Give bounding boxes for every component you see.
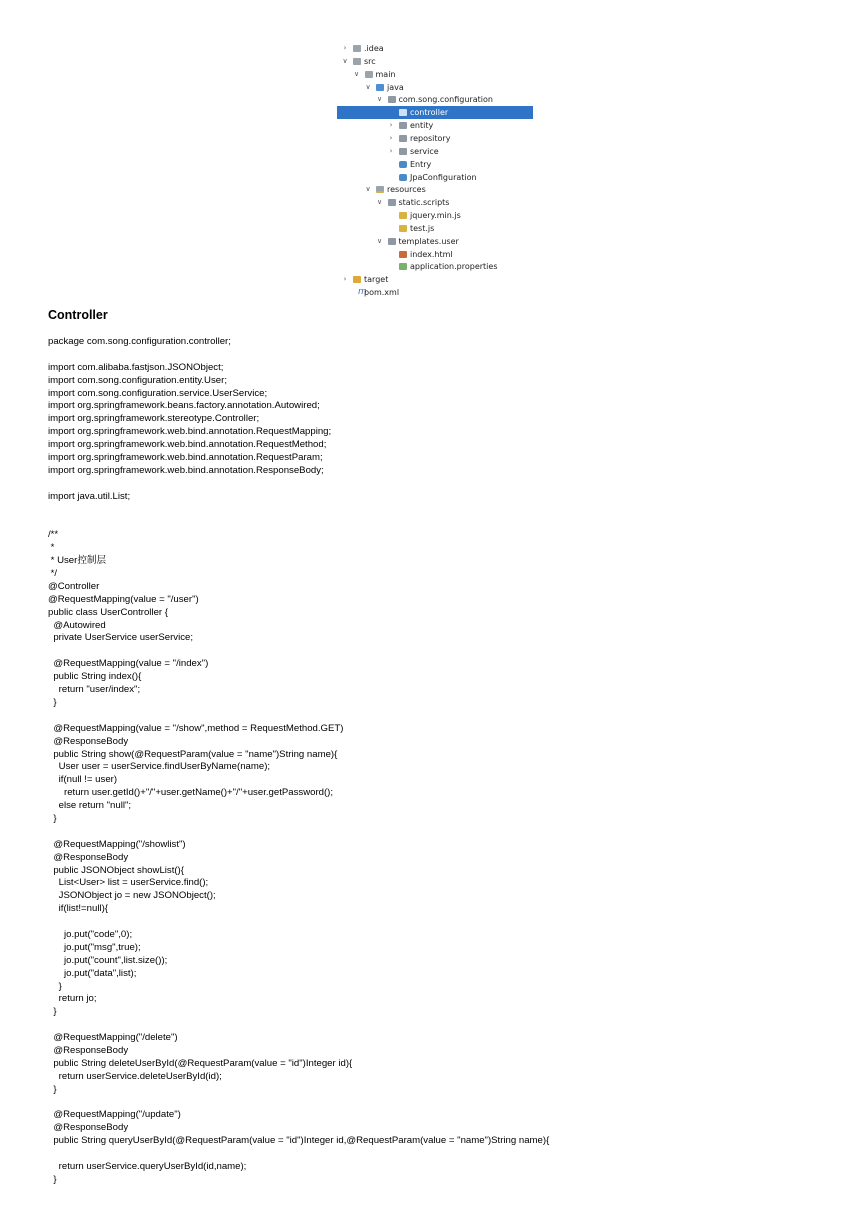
tree-item-target[interactable] <box>337 273 533 286</box>
code-line: else return "null"; <box>48 800 132 812</box>
tree-item-label: repository <box>410 133 451 143</box>
code-line: } <box>48 696 57 708</box>
tree-item-label: pom.xml <box>364 288 400 298</box>
tree-item-label: index.html <box>410 249 453 259</box>
code-line: public String deleteUserById(@RequestParam(value = "id")Integer id){ <box>48 1057 353 1069</box>
code-line: import com.song.configuration.service.UserService; <box>48 387 268 399</box>
code-line: @RequestMapping(value = "/index") <box>48 658 209 670</box>
tree-item-templates-user[interactable] <box>337 235 533 248</box>
tree-item-label: static.scripts <box>398 198 450 208</box>
code-line: return user.getId()+"/"+user.getName()+"/"+user.getPassword(); <box>48 787 334 799</box>
chevron-right-icon[interactable]: › <box>389 121 393 130</box>
code-line: @Autowired <box>48 619 106 631</box>
code-line <box>48 1019 549 1032</box>
tree-item-label: controller <box>410 108 449 118</box>
target-folder-icon <box>353 276 361 283</box>
tree-item--idea[interactable] <box>337 42 533 55</box>
code-line: private UserService userService; <box>48 632 194 644</box>
js-file-icon <box>399 212 407 219</box>
tree-item-label: target <box>364 275 389 285</box>
code-line: import java.util.List; <box>48 490 131 502</box>
code-line: import com.alibaba.fastjson.JSONObject; <box>48 361 224 373</box>
tree-item-src[interactable] <box>337 55 533 68</box>
code-line: @RequestMapping("/showlist") <box>48 838 186 850</box>
tree-item-label: resources <box>387 185 426 195</box>
code-line: /** <box>48 529 59 541</box>
code-line <box>48 1148 549 1161</box>
code-line: if(list!=null){ <box>48 903 108 915</box>
code-line: public JSONObject showList(){ <box>48 864 184 876</box>
code-line <box>48 349 549 362</box>
code-line: import org.springframework.web.bind.annotation.RequestMapping; <box>48 426 332 438</box>
code-line: public class UserController { <box>48 606 168 618</box>
code-line: public String show(@RequestParam(value = "name")String name){ <box>48 748 338 760</box>
tree-item-controller[interactable] <box>337 106 533 119</box>
tree-item-com-song-configuration[interactable] <box>337 93 533 106</box>
tree-item-label: main <box>375 69 396 79</box>
java-class-icon <box>399 161 407 168</box>
tree-item-label: application.properties <box>410 262 498 272</box>
folder-icon <box>353 45 361 52</box>
tree-item-jquery-min-js[interactable] <box>337 209 533 222</box>
code-line: import org.springframework.web.bind.annotation.ResponseBody; <box>48 464 324 476</box>
code-line: import org.springframework.beans.factory.annotation.Autowired; <box>48 400 320 412</box>
tree-item-java[interactable] <box>337 81 533 94</box>
code-line: } <box>48 980 62 992</box>
tree-item-index-html[interactable] <box>337 248 533 261</box>
tree-item-label: java <box>387 82 404 92</box>
tree-item-test-js[interactable] <box>337 222 533 235</box>
code-line <box>48 516 549 529</box>
tree-item-jpaconfiguration[interactable] <box>337 171 533 184</box>
code-line: jo.put("msg",true); <box>48 941 141 953</box>
chevron-down-icon[interactable]: ∨ <box>365 185 371 194</box>
code-line: import org.springframework.web.bind.annotation.RequestMethod; <box>48 439 327 451</box>
code-line: public String queryUserById(@RequestParam(value = "id")Integer id,@RequestParam(value = "name")String name){ <box>48 1135 550 1147</box>
chevron-down-icon[interactable]: ∨ <box>353 69 360 78</box>
maven-file-icon: m <box>358 287 367 298</box>
code-line: return jo; <box>48 993 97 1005</box>
package-icon <box>399 135 407 142</box>
chevron-right-icon[interactable]: › <box>389 146 393 155</box>
chevron-down-icon[interactable]: ∨ <box>376 236 383 245</box>
tree-item-label: .idea <box>364 44 384 53</box>
code-line <box>48 1097 549 1110</box>
project-tree <box>337 41 533 298</box>
code-line <box>48 826 549 839</box>
chevron-down-icon[interactable]: ∨ <box>376 95 383 104</box>
package-icon <box>399 122 407 129</box>
tree-item-label: com.song.configuration <box>398 95 493 105</box>
code-line <box>48 478 549 491</box>
source-folder-icon <box>376 84 384 91</box>
code-line: @RequestMapping(value = "/user") <box>48 593 199 605</box>
code-line: @ResponseBody <box>48 1044 129 1056</box>
code-line: jo.put("code",0); <box>48 928 133 940</box>
code-line: } <box>48 812 57 824</box>
tree-item-label: JpaConfiguration <box>410 172 477 182</box>
tree-item-service[interactable] <box>337 145 533 158</box>
chevron-down-icon[interactable]: ∨ <box>376 198 383 207</box>
tree-item-label: jquery.min.js <box>410 211 461 221</box>
code-line: @ResponseBody <box>48 735 129 747</box>
code-block <box>48 336 549 1187</box>
code-line: } <box>48 1173 57 1185</box>
code-line: @RequestMapping("/delete") <box>48 1032 178 1044</box>
tree-item-resources[interactable] <box>337 183 533 196</box>
chevron-right-icon[interactable]: › <box>343 44 347 52</box>
code-line: public String index(){ <box>48 671 142 683</box>
chevron-down-icon[interactable]: ∨ <box>365 82 371 91</box>
section-heading: Controller <box>48 308 108 322</box>
code-line: return userService.queryUserById(id,name); <box>48 1161 247 1172</box>
code-line: if(null != user) <box>48 774 118 786</box>
tree-item-label: templates.user <box>398 236 459 246</box>
folder-icon <box>365 71 373 78</box>
folder-icon <box>353 58 361 65</box>
package-icon <box>388 96 396 103</box>
code-line: } <box>48 1006 57 1018</box>
package-icon <box>388 238 396 245</box>
tree-item-pom-xml[interactable] <box>337 286 533 299</box>
code-line: @RequestMapping("/update") <box>48 1109 181 1121</box>
package-icon <box>388 199 396 206</box>
chevron-down-icon[interactable]: ∨ <box>342 56 348 65</box>
code-line <box>48 916 549 929</box>
tree-item-label: src <box>364 56 376 66</box>
tree-item-repository[interactable] <box>337 132 533 145</box>
tree-item-static-scripts[interactable] <box>337 196 533 209</box>
code-line: import org.springframework.web.bind.annotation.RequestParam; <box>48 452 323 464</box>
code-line: import com.song.configuration.entity.User; <box>48 374 227 386</box>
properties-file-icon <box>399 263 407 270</box>
tree-item-label: service <box>410 146 439 156</box>
code-line: jo.put("count",list.size()); <box>48 954 168 966</box>
code-line <box>48 710 549 723</box>
code-line <box>48 504 549 517</box>
package-icon <box>399 148 407 155</box>
tree-item-main[interactable] <box>337 68 533 81</box>
code-line: @RequestMapping(value = "/show",method = RequestMethod.GET) <box>48 722 344 734</box>
code-line: */ <box>48 568 58 580</box>
code-line: } <box>48 1083 57 1095</box>
chevron-right-icon[interactable]: › <box>343 275 347 284</box>
tree-item-application-properties[interactable] <box>337 260 533 273</box>
code-line: User user = userService.findUserByName(name); <box>48 761 271 773</box>
code-line <box>48 645 549 658</box>
chevron-right-icon[interactable]: › <box>389 133 393 142</box>
code-line: List<User> list = userService.find(); <box>48 877 209 889</box>
tree-item-label: Entry <box>410 159 432 169</box>
code-line: * <box>48 542 55 554</box>
code-line: import org.springframework.stereotype.Controller; <box>48 413 260 425</box>
code-line: JSONObject jo = new JSONObject(); <box>48 890 216 902</box>
code-line: return userService.deleteUserById(id); <box>48 1070 222 1082</box>
package-icon <box>399 109 407 116</box>
html-file-icon <box>399 251 407 258</box>
code-line: @Controller <box>48 580 100 592</box>
code-line: * User控制层 <box>48 555 107 567</box>
resources-folder-icon <box>376 186 384 193</box>
tree-item-label: test.js <box>410 223 435 233</box>
code-line: package com.song.configuration.controller; <box>48 336 231 347</box>
java-class-icon <box>399 174 407 181</box>
code-line: @ResponseBody <box>48 851 129 863</box>
code-line: return "user/index"; <box>48 684 141 696</box>
tree-item-entry[interactable] <box>337 158 533 171</box>
code-line: @ResponseBody <box>48 1122 129 1134</box>
code-line: jo.put("data",list); <box>48 967 137 979</box>
tree-item-entity[interactable] <box>337 119 533 132</box>
tree-item-label: entity <box>410 121 434 131</box>
js-file-icon <box>399 225 407 232</box>
